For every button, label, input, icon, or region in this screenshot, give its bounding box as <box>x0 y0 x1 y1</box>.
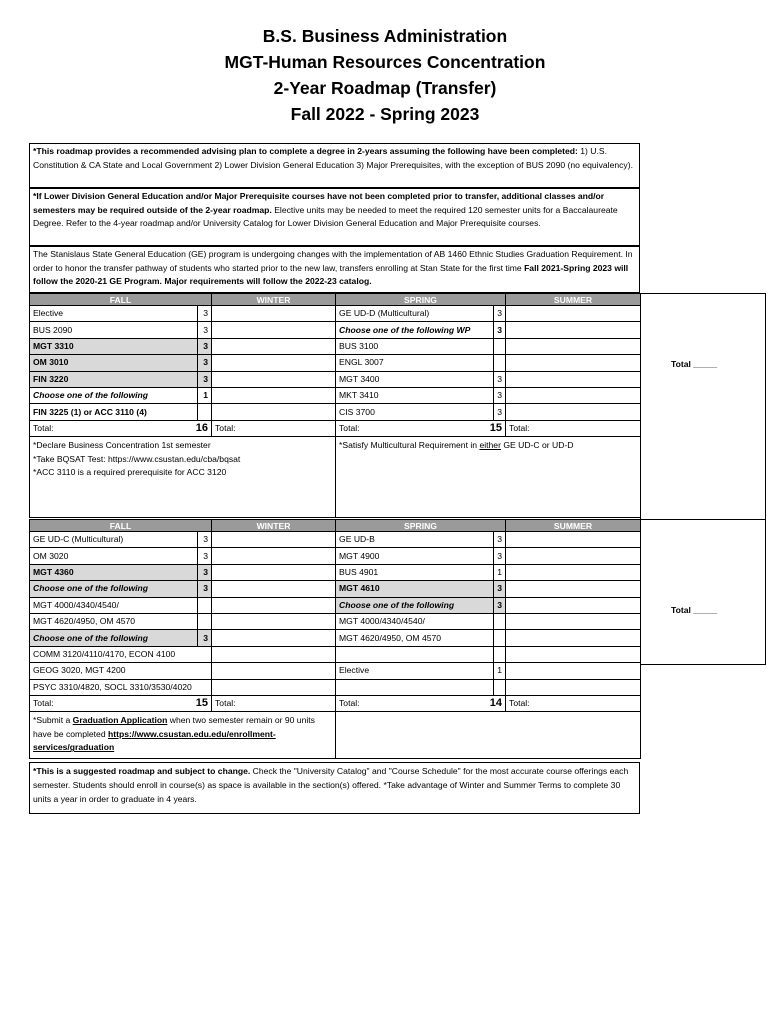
graduation-url-link[interactable]: https://www.csustan.edu.edu/enrollment-services/graduation <box>33 728 276 753</box>
table-row: Elective 3 GE UD-D (Multicultural) 3 <box>30 306 641 322</box>
table-row: OM 3010 3 ENGL 3007 <box>30 355 641 371</box>
table-row: MGT 4000/4340/4540/ Choose one of the following 3 <box>30 597 641 613</box>
summer-header: SUMMER <box>506 520 641 532</box>
title-concentration: MGT-Human Resources Concentration <box>224 52 546 72</box>
winter-header: WINTER <box>212 520 336 532</box>
totals-row: Total: 16 Total: Total: 15 Total: <box>30 420 641 436</box>
winter-header: WINTER <box>212 294 336 306</box>
notes-row <box>30 712 641 759</box>
spring-header: SPRING <box>336 520 506 532</box>
table-row: Choose one of the following 1 MKT 3410 3 <box>30 387 641 403</box>
table-row: BUS 2090 3 Choose one of the following WP 3 <box>30 322 641 338</box>
fall-header: FALL <box>30 520 212 532</box>
year2-side-total: Total _____ <box>671 605 718 615</box>
year1-table <box>29 293 641 518</box>
spring-notes: *Satisfy Multicultural Requirement in either GE UD-C or UD-D <box>336 437 641 518</box>
table-row: MGT 3310 3 BUS 3100 <box>30 338 641 354</box>
graduation-application-link[interactable]: Graduation Application <box>72 715 168 726</box>
table-row: GEOG 3020, MGT 4200 Elective 1 <box>30 663 641 679</box>
fall-notes: *Declare Business Concentration 1st semester *Take BQSAT Test: https://www.csustan.edu/cba/bqsat *ACC 3110 is a required prerequisite for ACC 3120 <box>30 437 336 518</box>
totals-row: Total: 15 Total: Total: 14 Total: <box>30 695 641 711</box>
table-row: Choose one of the following 3 MGT 4610 3 <box>30 581 641 597</box>
year1-side-total: Total _____ <box>671 359 718 369</box>
title-roadmap: 2-Year Roadmap (Transfer) <box>273 78 497 98</box>
year1-total-box <box>640 293 766 520</box>
title-program: B.S. Business Administration <box>262 26 508 46</box>
fall-header: FALL <box>30 294 212 306</box>
note-completion-assumptions: *This roadmap provides a recommended advising plan to complete a degree in 2-years assuming the following have been completed: 1) U.S. Constitution & CA State and Local Government 2) Lower Division General Education 3) Major Prerequisites, with the exception of BUS 2090 (no equivalency). <box>29 143 640 188</box>
title-term: Fall 2022 - Spring 2023 <box>290 104 480 124</box>
table-row: MGT 4620/4950, OM 4570 MGT 4000/4340/4540/ <box>30 613 641 629</box>
notes-row <box>30 437 641 518</box>
table-row: FIN 3225 (1) or ACC 3110 (4) CIS 3700 3 <box>30 404 641 420</box>
footer-note: *This is a suggested roadmap and subject to change. Check the "University Catalog" and "Course Schedule" for the most accurate course offerings each semester. Students should enroll in course(s) as space is available in the section(s) offered. *Take advantage of Winter and Summer Terms to complete 30 units a year in order to graduate in 4 years. <box>29 762 640 814</box>
table-row: COMM 3120/4110/4170, ECON 4100 <box>30 646 641 662</box>
table-row: FIN 3220 3 MGT 3400 3 <box>30 371 641 387</box>
spring-total: 14 <box>489 697 503 710</box>
graduation-note: *Submit a Graduation Application when two semester remain or 90 units have be completed https://www.csustan.edu.edu/enrollment-services/graduation <box>30 712 336 759</box>
summer-header: SUMMER <box>506 294 641 306</box>
spring-total: 15 <box>489 421 503 434</box>
table-row: PSYC 3310/4820, SOCL 3310/3530/4020 <box>30 679 641 695</box>
year2-table <box>29 519 641 759</box>
table-row: OM 3020 3 MGT 4900 3 <box>30 548 641 564</box>
fall-total: 15 <box>195 697 209 710</box>
note-additional-requirements: *If Lower Division General Education and/or Major Prerequisite courses have not been completed prior to transfer, additional classes and/or semesters may be required outside of the 2-year roadmap. Elective units may be needed to meet the required 120 semester units for a Baccalaureate Degree. Refer to the 4-year roadmap and/or University Catalog for Lower Division General Education and Major Prerequisite courses. <box>29 188 640 246</box>
note-ge-program: The Stanislaus State General Education (GE) program is undergoing changes with the implementation of AB 1460 Ethnic Studies Graduation Requirement. In order to honor the transfer pathway of students who started prior to the new law, transfers enrolling at Stan State for the first time Fall 2021-Spring 2023 will follow the 2020-21 GE Program. Major requirements will follow the 2022-23 catalog. <box>29 246 640 293</box>
table-row: GE UD-C (Multicultural) 3 GE UD-B 3 <box>30 532 641 548</box>
table-row: Choose one of the following 3 MGT 4620/4950, OM 4570 <box>30 630 641 646</box>
fall-total: 16 <box>195 421 209 434</box>
spring-header: SPRING <box>336 294 506 306</box>
year2-total-box <box>640 519 766 665</box>
table-row: MGT 4360 3 BUS 4901 1 <box>30 564 641 580</box>
